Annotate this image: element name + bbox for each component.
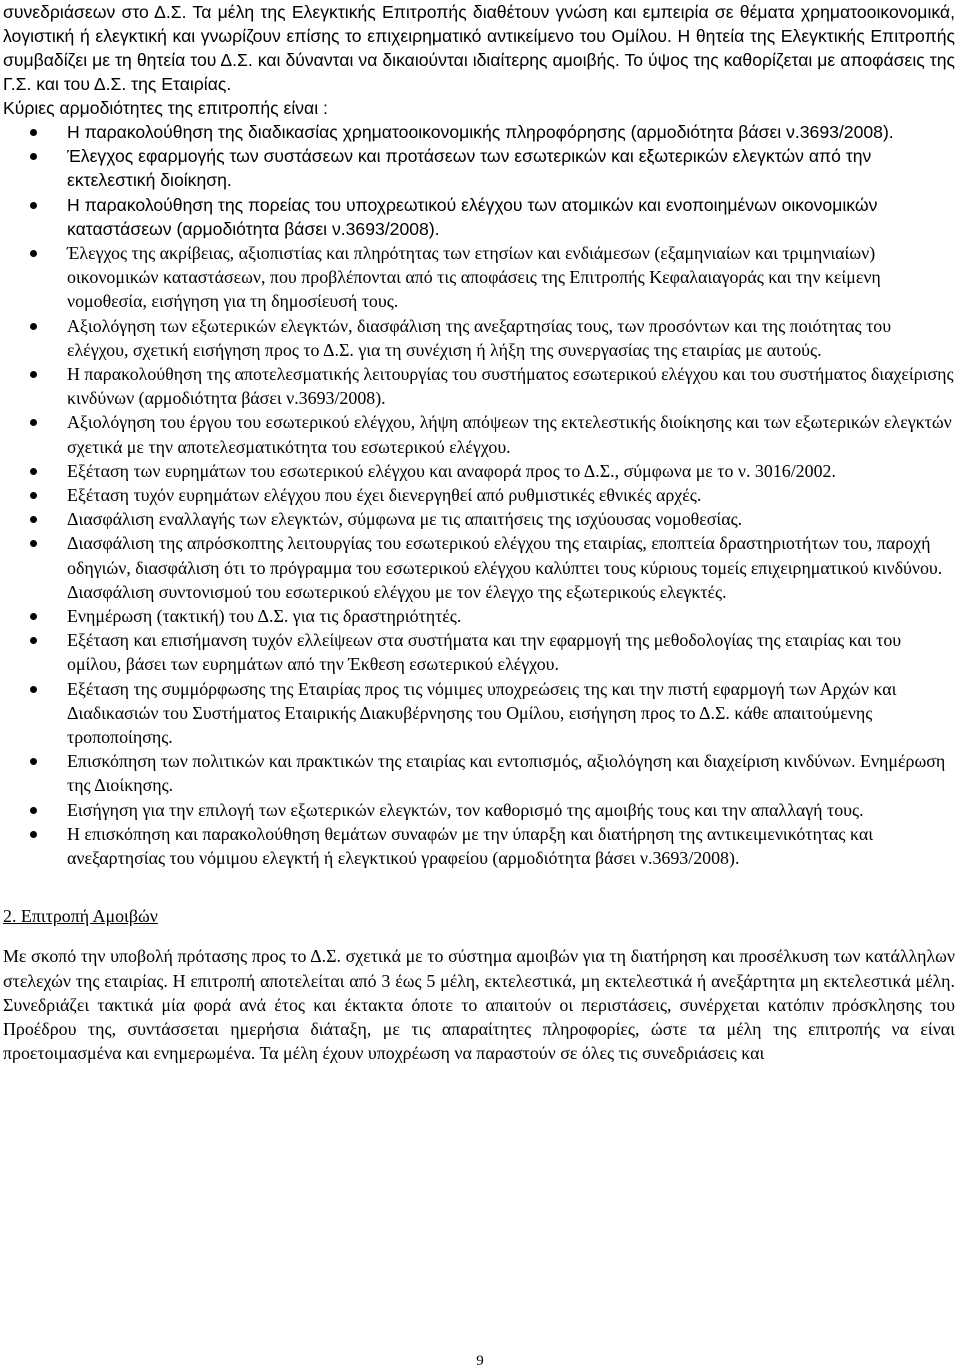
bullet-icon: [30, 492, 37, 499]
duties-heading: Κύριες αρμοδιότητες της επιτροπής είναι :: [3, 98, 328, 118]
bullet-icon: [30, 807, 37, 814]
list-item: [3, 314, 955, 362]
list-item: [3, 531, 955, 604]
intro-paragraph: συνεδριάσεων στο Δ.Σ. Τα μέλη της Ελεγκτικής Επιτροπής διαθέτουν γνώση και εμπειρία σε θέματα χρηματοοικονομικά, λογιστική ή ελεγκτική και γνωρίζουν επίσης το επιχειρηματικό αντικείμενο του Ομίλου. Η θητεία της Ελεγκτικής Επιτροπής συμβαδίζει με τη θητεία του Δ.Σ. και δύνανται να δικαιούνται ιδιαίτερης αμοιβής. Το ύψος της καθορίζεται με αποφάσεις της Γ.Σ. και του Δ.Σ. της Εταιρίας.: [3, 2, 955, 94]
list-item-text: Η παρακολούθηση της πορείας του υποχρεωτικού ελέγχου των ατομικών και ενοποιημένων οικονομικών καταστάσεων (αρμοδιότητα βάσει ν.3693/2008).: [67, 194, 878, 239]
bullet-icon: [30, 831, 37, 838]
list-item: [3, 241, 955, 314]
bullet-icon: [30, 540, 37, 547]
bullet-icon: [30, 613, 37, 620]
bullet-icon: [30, 153, 37, 160]
list-item-text: Εξέταση της συμμόρφωσης της Εταιρίας προς τις νόμιμες υποχρεώσεις της και την πιστή εφαρμογή των Αρχών και Διαδικασιών του Συστήματος Εταιρικής Διακυβέρνησης του Ομίλου, εισήγηση προς το Δ.Σ. κάθε απαιτούμενης τροποποίησης.: [67, 678, 897, 748]
list-item: [3, 459, 955, 483]
list-item-text: Διασφάλιση εναλλαγής των ελεγκτών, σύμφωνα με τις απαιτήσεις της ισχύουσας νομοθεσίας.: [67, 509, 743, 530]
bullet-icon: [30, 516, 37, 523]
bullet-icon: [30, 686, 37, 693]
document-page: [3, 0, 955, 1083]
list-item: [3, 410, 955, 458]
list-item-text: Ενημέρωση (τακτική) του Δ.Σ. για τις δραστηριότητές.: [67, 606, 462, 627]
bullet-icon: [30, 419, 37, 426]
bullet-icon: [30, 758, 37, 765]
list-item-text: Η παρακολούθηση της αποτελεσματικής λειτουργίας του συστήματος εσωτερικού ελέγχου και του συστήματος διαχείρισης κινδύνων (αρμοδιότητα βάσει ν.3693/2008).: [67, 364, 954, 409]
list-item-text: Διασφάλιση της απρόσκοπτης λειτουργίας του εσωτερικού ελέγχου της εταιρίας, εποπτεία δραστηριοτήτων του, παροχή οδηγιών, διασφάλιση ότι το πρόγραμμα του εσωτερικού ελέγχου καλύπτει τους κύριους τομείς επιχειρηματικού κινδύνου. Διασφάλιση συντονισμού του εσωτερικού ελέγχου με τον έλεγχο της εξωτερικούς ελεγκτές.: [67, 533, 943, 602]
bullet-icon: [30, 129, 37, 136]
list-item-text: Έλεγχος εφαρμογής των συστάσεων και προτάσεων των εσωτερικών και εξωτερικών ελεγκτών από την εκτελεστική διοίκηση.: [67, 146, 872, 191]
list-item: [3, 604, 955, 628]
list-item-text: Εξέταση των ευρημάτων του εσωτερικού ελέγχου και αναφορά προς το Δ.Σ., σύμφωνα με το ν. 3016/2002.: [67, 460, 836, 481]
list-item-text: Αξιολόγηση του έργου του εσωτερικού ελέγχου, λήψη απόψεων της εκτελεστικής διοίκησης και των εξωτερικών ελεγκτών σχετικά με την αποτελεσματικότητα του εσωτερικού ελέγχου.: [67, 412, 952, 457]
section-heading-text: 2. Επιτροπή Αμοιβών: [3, 906, 158, 927]
bullet-icon: [30, 637, 37, 644]
list-item-text: Εξέταση τυχόν ευρημάτων ελέγχου που έχει διενεργηθεί από ρυθμιστικές εθνικές αρχές.: [67, 485, 702, 506]
section-body: Με σκοπό την υποβολή πρότασης προς το Δ.Σ. σχετικά με το σύστημα αμοιβών για τη διατήρηση και προσέλκυση των κατάλληλων στελεχών της εταιρίας. Η επιτροπή αποτελείται από 3 έως 5 μέλη, εκτελεστικά, μη εκτελεστικά ή ανεξάρτητα μη εκτελεστικά μέλη. Συνεδριάζει τακτικά μία φορά ανά έτος και έκτακτα όποτε το απαιτούν οι περιστάσεις, συνέρχεται κατόπιν πρόσκλησης του Προέδρου της, συντάσσεται ημερήσια διάταξη, με τις απαραίτητες πληροφορίες, ώστε τα μέλη της επιτροπής να είναι προετοιμασμένα και ενημερωμένα. Τα μέλη έχουν υποχρέωση να παραστούν σε όλες τις συνεδριάσεις και: [3, 946, 955, 1064]
list-item: [3, 120, 955, 144]
bullet-icon: [30, 323, 37, 330]
list-item: [3, 483, 955, 507]
bullet-icon: [30, 202, 37, 209]
list-item-text: Επισκόπηση των πολιτικών και πρακτικών της εταιρίας και εντοπισμός, αξιολόγηση και διαχείριση κινδύνων. Ενημέρωση της Διοίκησης.: [67, 751, 946, 796]
list-item: [3, 628, 955, 676]
duties-list: [3, 120, 955, 870]
section-heading: [3, 904, 955, 928]
list-item: [3, 677, 955, 750]
bullet-icon: [30, 371, 37, 378]
list-item: [3, 507, 955, 531]
list-item-text: Έλεγχος της ακρίβειας, αξιοπιστίας και πληρότητας των ετησίων και ενδιάμεσων (εξαμηνιαίων και τριμηνιαίων) οικονομικών καταστάσεων, που προβλέπονται από τις αποφάσεις της Επιτροπής Κεφαλαιαγοράς και την κείμενη νομοθεσία, εισήγηση για τη δημοσίευσή τους.: [67, 243, 881, 312]
list-item: [3, 193, 955, 241]
list-item-text: Η παρακολούθηση της διαδικασίας χρηματοοικονομικής πληροφόρησης (αρμοδιότητα βάσει ν.3693/2008).: [67, 122, 894, 142]
list-item: [3, 362, 955, 410]
list-item-text: Αξιολόγηση των εξωτερικών ελεγκτών, διασφάλιση της ανεξαρτησίας τους, των προσόντων και της ποιότητας του ελέγχου, σχετική εισήγηση προς το Δ.Σ. για τη συνέχιση ή λήξη της συνεργασίας της εταιρίας με αυτούς.: [67, 315, 892, 360]
bullet-icon: [30, 250, 37, 257]
list-item-text: Εξέταση και επισήμανση τυχόν ελλείψεων στα συστήματα και την εφαρμογή της μεθοδολογίας της εταιρίας και του ομίλου, βάσει των ευρημάτων από την Έκθεση εσωτερικού ελέγχου.: [67, 630, 902, 675]
list-item: [3, 749, 955, 797]
page-number: 9: [476, 1353, 484, 1369]
list-item-text: Η επισκόπηση και παρακολούθηση θεμάτων συναφών με την ύπαρξη και διατήρηση της αντικειμενικότητας και ανεξαρτησίας του νόμιμου ελεγκτή ή ελεγκτικού γραφείου (αρμοδιότητα βάσει ν.3693/2008).: [67, 823, 874, 869]
list-item: [3, 798, 955, 822]
bullet-icon: [30, 468, 37, 475]
list-item-text: Εισήγηση για την επιλογή των εξωτερικών ελεγκτών, τον καθορισμό της αμοιβής τους και την απαλλαγή τους.: [67, 799, 864, 820]
list-item: [3, 144, 955, 192]
list-item: [3, 822, 955, 870]
